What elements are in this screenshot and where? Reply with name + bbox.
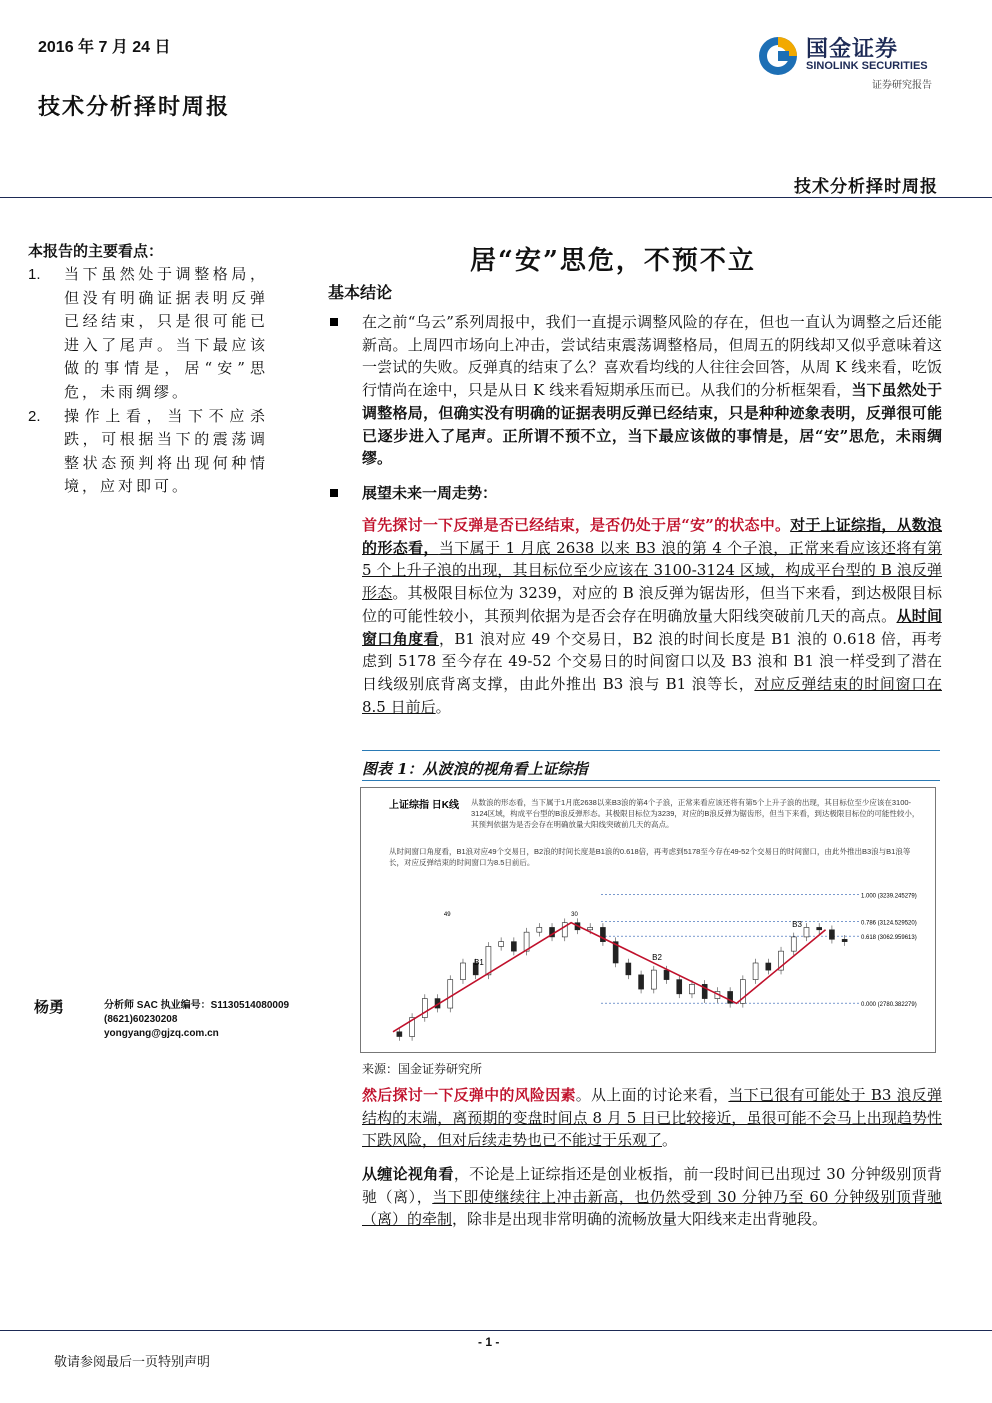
logo-name: 国金证券 [806,36,899,61]
paragraph-chan [362,1163,942,1231]
sidebar-point [28,405,268,499]
header-right-title: 技术分析择时周报 [794,177,938,197]
candle-body [689,984,694,993]
logo-en: SINOLINK SECURITIES [806,60,928,72]
conclusion-bold: 当下虽然处于调整格局，但确实没有明确的证据表明反弹已经结束，只是种种迹象表明，反弹很可能已逐步进入了尾声。正所谓不预不立，当下最应该做的事情是，居“安”思危，未雨绸缪。 [362,381,942,468]
paragraph-risk [362,1084,942,1152]
author-info [104,999,289,1041]
report-title: 居“安”思危，不预不立 [470,246,756,276]
paragraph-rebound [362,514,942,718]
section-title: 基本结论 [328,283,393,302]
risk-underline: 当下已很有可能处于 B3 浪反弹结构的末端，离预期的变盘时间点 8 月 5 日已比较接近，虽很可能不会马上出现趋势性下跌风险，但对后续走势也已不能过于乐观了 [362,1086,942,1150]
risk-text: 。从上面的讨论来看， [575,1086,729,1104]
point-text: 当下虽然处于调整格局，但没有明确证据表明反弹已经结束，只是很可能已进入了尾声。当下最应该做的事情是，居“安”思危，未雨绸缪。 [64,265,268,401]
wave-label: B3 [792,919,802,929]
sidebar [28,240,268,499]
wave-chart [360,787,936,1053]
candle-body [499,942,504,947]
chart-svg [361,788,935,1052]
rebound-underline-1: 对于上证综指，从数浪的形态看， [362,516,942,557]
risk-red-text: 然后探讨一下反弹中的风险因素 [362,1086,576,1104]
candle-body [829,930,834,939]
candle-body [842,939,847,941]
wave-label: B1 [474,957,484,967]
figure-title-rule [362,780,940,781]
sidebar-point [28,263,268,405]
wave-line [393,923,826,1032]
candle-body [753,963,758,980]
candle-body [651,970,656,989]
candle-body [766,963,771,970]
candle-body [448,980,453,1008]
time-marker-label: 30 [571,912,578,918]
author-phone: (8621)60230208 [104,1014,178,1025]
company-logo [756,30,956,90]
risk-end: 。 [662,1131,678,1150]
author-email[interactable]: yongyang@gjzq.com.cn [104,1028,219,1039]
fib-level-label: 0.000 (2780.382279) [861,1002,917,1009]
candle-body [588,927,593,929]
point-text: 操作上看，当下不应杀跌，可根据当下的震荡调整状态预判将出现何种情境，应对即可。 [64,406,268,496]
logo-subtitle: 证券研究报告 [872,80,932,91]
candle-body [626,963,631,975]
paragraph-conclusion [362,311,942,470]
footer-disclaimer: 敬请参阅最后一页特别声明 [54,1355,211,1370]
report-date: 2016 年 7 月 24 日 [38,39,171,56]
chart-note-2: 从时间窗口角度看，B1浪对应49个交易日，B2浪的时间长度是B1浪的0.618倍，再考虑到5178至今存在49-52个交易日的时间窗口，由此外推出B3浪与B1浪等长，对应反弹结束的时间窗口为8.5日前后。 [389,847,911,867]
figure-title: 图表 1：从波浪的视角看上证综指 [362,760,588,778]
candle-body [397,1032,402,1037]
fib-level-label: 1.000 (3239.245279) [861,893,917,900]
chan-underline: 当下即使继续往上冲击新高，也仍然受到 30 分钟乃至 60 分钟级别顶背驰（离）的牵制 [362,1187,942,1229]
fib-level-label: 0.618 (3062.959613) [861,935,917,942]
chan-bold: 从缠论视角看 [362,1165,454,1183]
chan-end: ，除非是出现非常明确的流畅放量大阳线来走出背驰段。 [452,1210,828,1229]
figure-top-rule [362,750,940,751]
candle-body [460,963,465,980]
rebound-end: 。 [435,697,451,716]
rebound-text-2: ，B1 浪对应 49 个交易日，B2 浪的时间长度是 B1 浪的 0.618 倍，再考虑到 5178 至今存在 49-52 个交易日的时间窗口以及 B3 浪和 B1 浪一样受到了潜在日线级别底背离支撑，由此外推出 B3 浪与 B1 浪等长， [362,629,942,693]
chart-note-1-box [471,797,926,829]
candle-body [639,975,644,989]
rebound-underline-4: 对应反弹结束的时间窗口在 8.5 日前后 [362,674,942,716]
wave-label: B2 [652,953,662,963]
header-rule [0,197,992,198]
series-title: 技术分析择时周报 [38,94,231,120]
conclusion-text: 在之前“乌云”系列周报中，我们一直提示调整风险的存在，但也一直认为调整之后还能新高。上周四市场向上冲击，尝试结束震荡调整格局，但周五的阴线却又似乎意味着这一尝试的失败。反弹真的结束了么？喜欢看均线的人往往会回答，从周 K 线来看，吃饭行情尚在途中，只是从日 K 线来看短期承压而已。从我们的分析框架看， [362,313,942,400]
chart-note-2-box [389,846,919,878]
rebound-text: 。其极限目标位为 3239，对应的 B 浪反弹为锯齿形，但当下来看，到达极限目标位的可能性较小，其预判依据为是否会存在明确放量大阳线突破前几天的高点。 [362,584,942,625]
candle-body [537,927,542,932]
candle-body [791,937,796,951]
logo-mark-icon [756,34,800,78]
footer-rule [0,1330,992,1331]
rebound-red-text: 首先探讨一下反弹是否已经结束，是否仍处于居“安”的状态中。 [362,516,791,534]
author-name: 杨勇 [34,998,65,1016]
point-number: 1. [28,266,41,283]
rebound-underline-3: 从时间窗口角度看 [362,606,942,648]
chart-note-1: 从数浪的形态看，当下属于1月底2638以来B3浪的第4个子浪，正常来看应该还将有第5个上升子浪的出现，其目标位至少应该在3100-3124区域，构成平台型的B浪反弹形态。其极限目标位为3239，对应的B浪反弹为锯齿形，但当下来看，到达极限目标位的可能性较小，其预判依据为是否会存在明确放量大阳线突破前几天的高点。 [471,798,920,829]
candle-body [486,946,491,974]
sidebar-title: 本报告的主要看点： [28,242,164,260]
outlook-title: 展望未来一周走势： [362,484,498,502]
rebound-underline-2: 当下属于 1 月底 2638 以来 B3 浪的第 4 个子浪，正常来看应该还将有第 5 个上升子浪的出现，其目标位至少应该在 3100-3124 区域，构成平台型的 B 浪反弹形态 [362,538,942,603]
figure-source: 来源：国金证券研究所 [362,1062,483,1076]
candle-body [677,980,682,994]
candle-body [664,970,669,979]
time-marker-label: 49 [443,912,451,918]
point-number: 2. [28,407,41,425]
candle-body [511,942,516,951]
candle-body [804,927,809,936]
chart-title: 上证综指 日K线 [389,800,459,811]
candle-body [422,999,427,1018]
bullet-icon [330,489,338,497]
bullet-icon [330,318,338,326]
candle-body [817,927,822,929]
author-cert: 分析师 SAC 执业编号：S1130514080009 [104,1000,290,1011]
chan-text: ，不论是上证综指还是创业板指，前一段时间已出现过 30 分钟级别顶背驰（离）， [362,1165,942,1206]
fib-level-label: 0.786 (3124.529520) [861,920,917,927]
page-number: - 1 - [478,1335,500,1349]
